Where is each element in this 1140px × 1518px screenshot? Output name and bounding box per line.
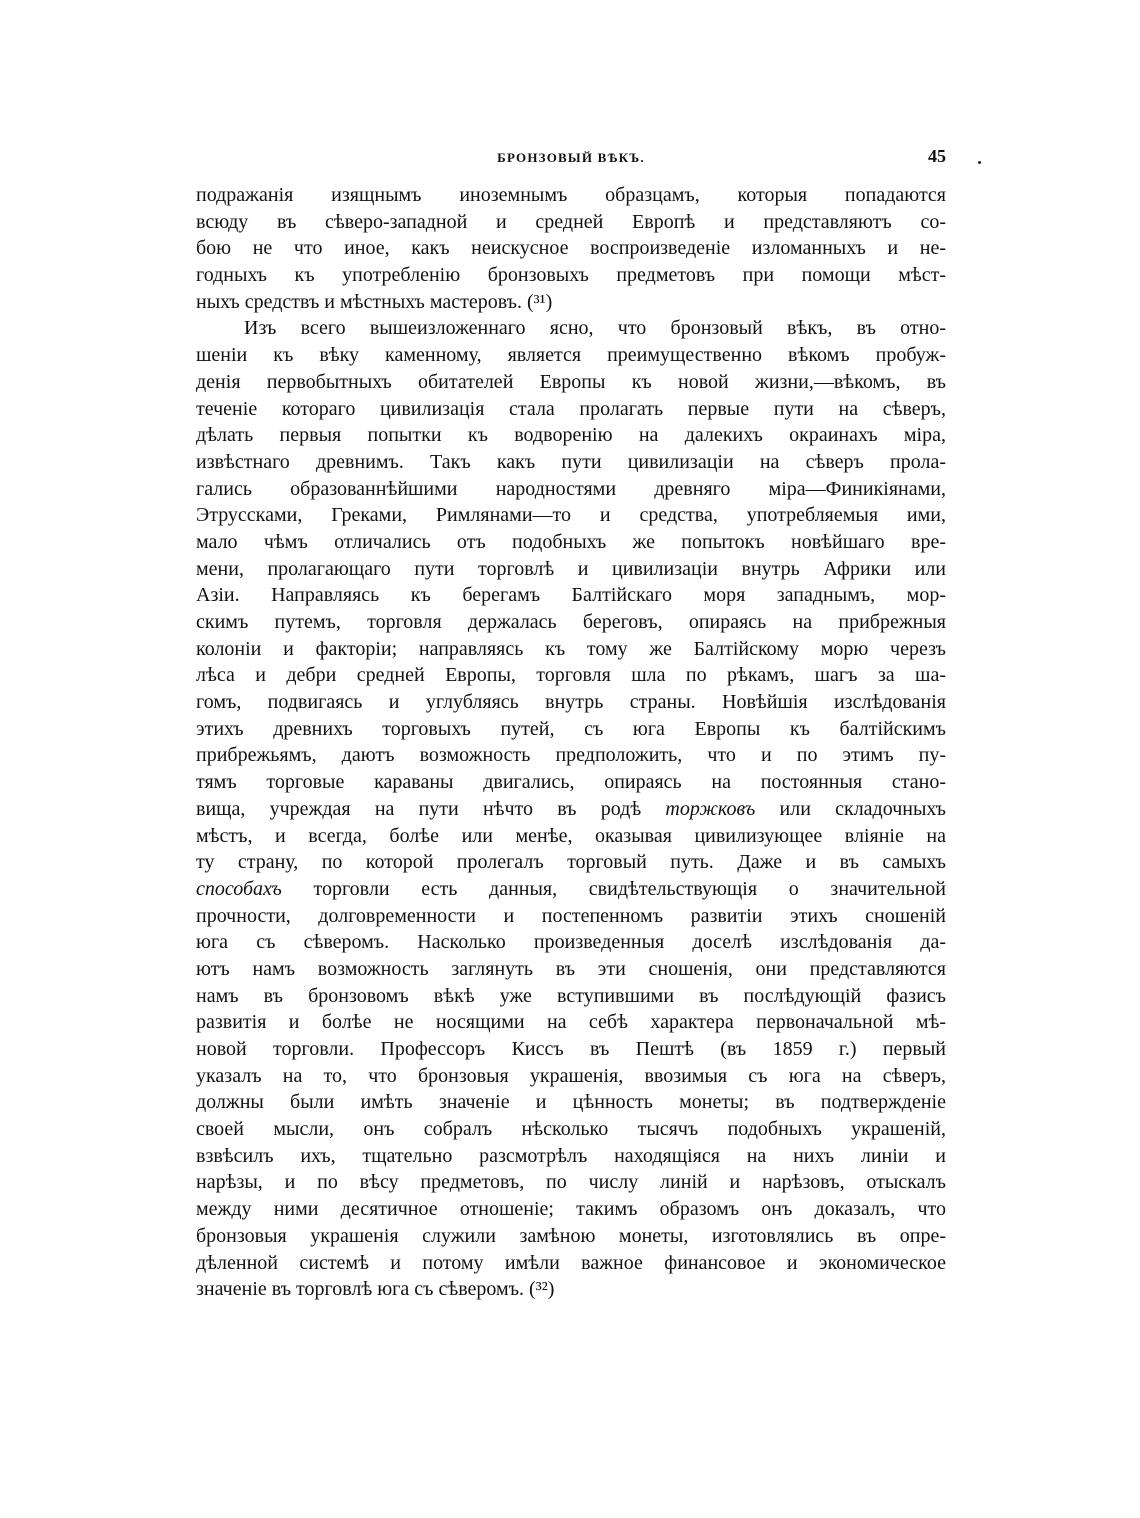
text-line (196, 396, 946, 423)
text-segment: должны были имѣть значеніе и цѣнность монеты; въ подтвержденіе (196, 1091, 946, 1114)
text-segment: этихъ древнихъ торговыхъ путей, съ юга Европы къ балтійскимъ (196, 717, 946, 740)
text-segment: вища, учреждая на пути нѣчто въ родѣ (196, 797, 666, 820)
text-segment: прочности, долговременности и постепенномъ развитіи этихъ сношеній (196, 904, 946, 927)
text-segment: мени, пролагающаго пути торговлѣ и цивилизаціи внутрь Африки или (196, 557, 946, 580)
text-line (196, 1276, 946, 1303)
text-segment: денія первобытныхъ обитателей Европы къ новой жизни,—вѣкомъ, въ (196, 370, 946, 393)
text-line (196, 662, 946, 689)
text-segment: гались образованнѣйшими народностями древняго міра—Финикіянами, (196, 477, 946, 500)
text-line (196, 369, 946, 396)
text-line (196, 582, 946, 609)
text-line (196, 262, 946, 289)
text-line (196, 1009, 946, 1036)
text-segment: дѣленной системѣ и потому имѣли важное финансовое и экономическое (196, 1251, 946, 1274)
text-line (196, 1116, 946, 1143)
text-segment: мѣстъ, и всегда, болѣе или менѣе, оказывая цивилизующее вліяніе на (196, 824, 946, 847)
text-line (196, 315, 946, 342)
text-segment: Изъ всего вышеизложеннаго ясно, что бронзовый вѣкъ, въ отно- (244, 317, 946, 340)
text-line (196, 1223, 946, 1250)
text-line (196, 929, 946, 956)
text-line (196, 1196, 946, 1223)
text-line (196, 796, 946, 823)
text-line (196, 422, 946, 449)
text-line (196, 636, 946, 663)
text-line (196, 716, 946, 743)
text-line (196, 1089, 946, 1116)
text-segment: ту страну, по которой пролегалъ торговый путь. Даже и въ самыхъ (196, 851, 946, 874)
text-segment: шеніи къ вѣку каменному, является преимущественно вѣкомъ пробуж- (196, 344, 946, 367)
text-line (196, 449, 946, 476)
text-segment: своей мысли, онъ собралъ нѣсколько тысячъ подобныхъ украшеній, (196, 1118, 946, 1141)
text-line (196, 876, 946, 903)
text-line (196, 769, 946, 796)
text-segment: развитія и болѣе не носящими на себѣ характера первоначальной мѣ- (196, 1011, 946, 1034)
text-line (196, 502, 946, 529)
text-line (196, 476, 946, 503)
text-segment: торговли есть данныя, свидѣтельствующія о значительной (281, 877, 946, 900)
text-line (196, 742, 946, 769)
text-segment: новой торговли. Профессоръ Киссъ въ Пештѣ (въ 1859 г.) первый (196, 1038, 946, 1060)
text-segment: прибрежьямъ, даютъ возможность предположить, что и по этимъ пу- (196, 744, 946, 767)
text-line (196, 182, 946, 209)
running-head (196, 146, 946, 170)
text-line (196, 609, 946, 636)
running-title: БРОНЗОВЫЙ ВѢКЪ. (497, 150, 645, 165)
text-segment: между ними десятичное отношеніе; такимъ образомъ онъ доказалъ, что (196, 1198, 946, 1221)
text-line (196, 1063, 946, 1090)
text-segment: ютъ намъ возможность заглянуть въ эти сношенія, они представляются (196, 957, 946, 980)
text-segment: всюду въ сѣверо-западной и средней Европѣ и представляютъ со- (196, 210, 946, 233)
text-segment: указалъ на то, что бронзовыя украшенія, ввозимыя съ юга на сѣверъ, (196, 1064, 946, 1087)
text-segment: ныхъ средствъ и мѣстныхъ мастеровъ. (³¹) (196, 290, 553, 313)
text-segment: бою не что иное, какъ неискусное воспроизведеніе изломанныхъ и не- (196, 237, 946, 260)
text-line (196, 529, 946, 556)
text-segment: колоніи и факторіи; направляясь къ тому же Балтійскому морю черезъ (196, 637, 946, 660)
text-line (196, 235, 946, 262)
text-segment: мало чѣмъ отличались отъ подобныхъ же попытокъ новѣйшаго вре- (196, 530, 946, 553)
text-line (196, 983, 946, 1010)
text-segment: скимъ путемъ, торговля держалась береговъ, опираясь на прибрежныя (196, 611, 946, 633)
text-segment: подражанія изящнымъ иноземнымъ образцамъ, которыя попадаются (196, 184, 946, 206)
text-segment: лѣса и дебри средней Европы, торговля шла по рѣкамъ, шагъ за ша- (196, 664, 946, 687)
text-segment: Этруссками, Греками, Римлянами—то и средства, употребляемыя ими, (196, 504, 946, 527)
text-line (196, 209, 946, 236)
text-segment: значеніе въ торговлѣ юга съ сѣверомъ. (³²) (196, 1278, 555, 1301)
text-line (196, 903, 946, 930)
body-text (196, 182, 946, 1303)
text-segment: намъ въ бронзовомъ вѣкѣ уже вступившими въ послѣдующій фазисъ (196, 984, 946, 1007)
text-segment: взвѣсилъ ихъ, тщательно разсмотрѣлъ находящіяся на нихъ линіи и (196, 1144, 946, 1167)
page-number: 45 (928, 146, 946, 166)
text-line (196, 823, 946, 850)
text-segment: или складочныхъ (755, 797, 946, 820)
italic-text-segment: способахъ (196, 877, 282, 900)
text-segment: гомъ, подвигаясь и углубляясь внутрь страны. Новѣйшія изслѣдованія (196, 691, 946, 714)
text-segment: извѣстнаго древнимъ. Такъ какъ пути цивилизаціи на сѣверъ прола- (196, 450, 946, 473)
text-segment: нарѣзы, и по вѣсу предметовъ, по числу линій и нарѣзовъ, отыскалъ (196, 1171, 946, 1194)
text-line (196, 342, 946, 369)
print-speck (978, 161, 981, 164)
text-line (196, 1036, 946, 1063)
text-segment: теченіе котораго цивилизація стала пролагать первые пути на сѣверъ, (196, 397, 946, 420)
italic-text-segment: торжковъ (665, 797, 756, 820)
text-segment: тямъ торговые караваны двигались, опираясь на постоянныя стано- (196, 771, 946, 794)
text-segment: дѣлать первыя попытки къ водворенію на далекихъ окраинахъ міра, (196, 424, 946, 447)
text-line (196, 956, 946, 983)
text-segment: юга съ сѣверомъ. Насколько произведенныя доселѣ изслѣдованія да- (196, 931, 946, 954)
text-line (196, 849, 946, 876)
text-segment: бронзовыя украшенія служили замѣною монеты, изготовлялись въ опре- (196, 1224, 946, 1247)
text-line (196, 1169, 946, 1196)
text-line (196, 556, 946, 583)
text-line (196, 1143, 946, 1170)
text-segment: Азіи. Направляясь къ берегамъ Балтійскаго моря западнымъ, мор- (196, 584, 946, 607)
text-segment: годныхъ къ употребленію бронзовыхъ предметовъ при помощи мѣст- (196, 264, 946, 287)
text-line (196, 1250, 946, 1277)
text-line (196, 289, 946, 316)
text-line (196, 689, 946, 716)
